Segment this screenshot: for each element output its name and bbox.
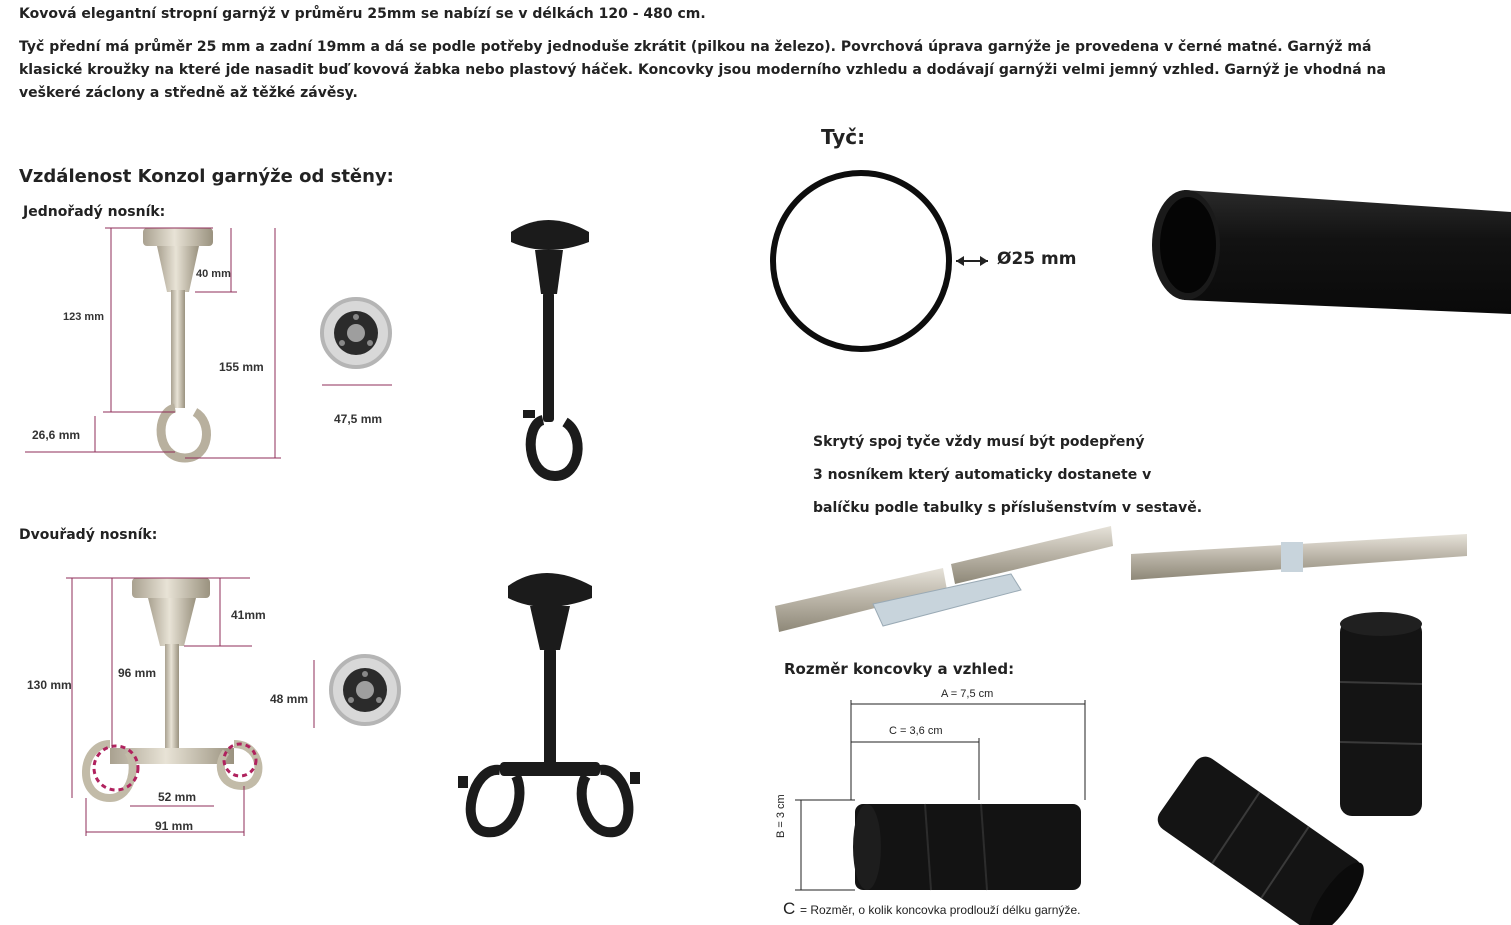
double-dim-shaft: 96 mm xyxy=(118,666,157,680)
single-dim-plate: 47,5 mm xyxy=(334,412,383,426)
distance-title: Vzdálenost Konzol garnýže od stěny: xyxy=(19,166,394,187)
double-dim-inner: 52 mm xyxy=(158,790,197,804)
rod-note-line-2: 3 nosníkem který automaticky dostanete v xyxy=(813,467,1152,483)
rod-note-line-3: balíčku podle tabulky s příslušenstvím v sestavě. xyxy=(813,500,1203,516)
double-dim-outer: 91 mm xyxy=(155,819,194,833)
finial-footnote-letter: C xyxy=(783,899,796,918)
rod-note-line-1: Skrytý spoj tyče vždy musí být podepřený xyxy=(813,434,1145,450)
rod-title: Tyč: xyxy=(821,125,866,149)
single-dim-hook: 26,6 mm xyxy=(32,428,81,442)
finial-footnote: = Rozměr, o kolik koncovka prodlouží délku garnýže. xyxy=(800,903,1081,917)
black-rod-photo xyxy=(1150,186,1511,316)
intro-paragraph: Tyč přední má průměr 25 mm a zadní 19mm a dá se podle potřeby jednoduše zkrátit (pilkou na železo). Povrchová úprava garnýže je provedena v černé matné. Garnýž má klasické kroužky na které jde nasadit buď kovová žabka nebo plastový háček. Koncovky jsou moderního vzhledu a dodávají garnýži velmi jemný vzhled. Garnýž je vhodná na veškeré záclony a středně až těžké závěsy. xyxy=(19,39,1386,101)
black-single-bracket xyxy=(505,214,595,484)
single-dim-top: 40 mm xyxy=(196,268,231,280)
single-dim-total: 155 mm xyxy=(219,360,264,374)
single-bracket-label: Jednořadý nosník: xyxy=(23,204,166,220)
finial-dim-c: C = 3,6 cm xyxy=(889,725,943,737)
finial-title: Rozměr koncovky a vzhled: xyxy=(784,660,1015,678)
rod-diameter: Ø25 mm xyxy=(997,249,1077,269)
double-dim-total: 130 mm xyxy=(27,678,72,692)
double-dim-top: 41mm xyxy=(231,608,266,622)
rod-joint-photo-closed xyxy=(1131,532,1467,588)
double-mount-plate xyxy=(300,656,410,736)
finial-dim-a: A = 7,5 cm xyxy=(941,688,994,700)
single-dim-shaft: 123 mm xyxy=(63,311,104,323)
double-dim-plate: 48 mm xyxy=(270,692,309,706)
black-double-bracket xyxy=(452,566,652,846)
double-bracket-label: Dvouřadý nosník: xyxy=(19,527,158,543)
finial-photo-lying xyxy=(1152,758,1362,920)
rod-joint-note xyxy=(813,426,1233,525)
intro-headline: Kovová elegantní stropní garnýž v průměru 25mm se nabízí se v délkách 120 - 480 cm. xyxy=(19,6,706,22)
finial-dim-b: B = 3 cm xyxy=(775,794,787,838)
single-mount-plate xyxy=(318,293,398,403)
rod-joint-photo-open xyxy=(775,522,1115,640)
